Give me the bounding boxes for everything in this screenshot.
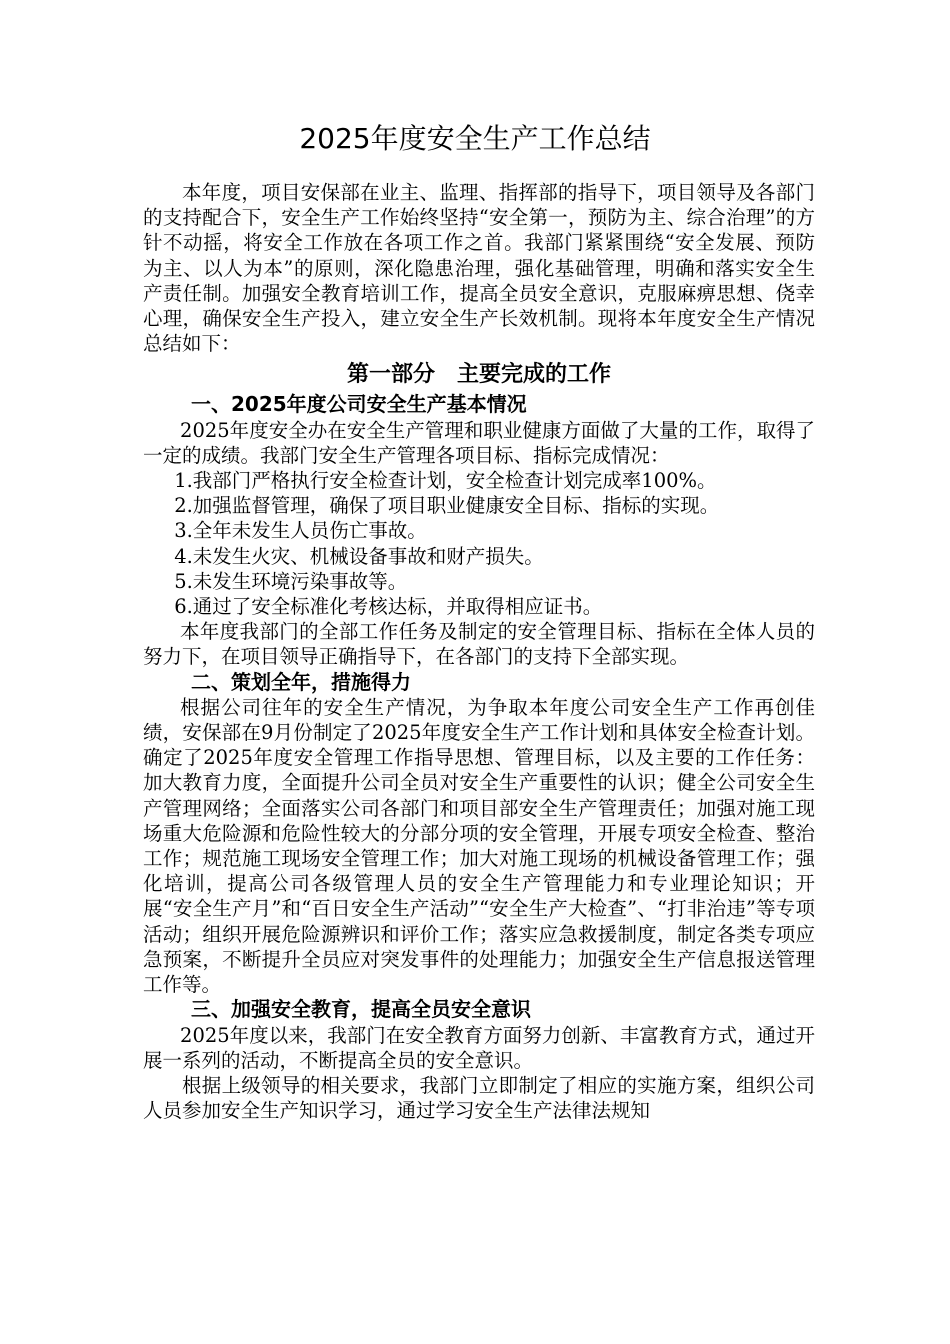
section-one-heading: 一、2025年度公司安全生产基本情况 xyxy=(191,392,527,417)
list-item: 2.加强监督管理，确保了项目职业健康安全目标、指标的实现。 xyxy=(174,494,720,518)
list-item: 3.全年未发生人员伤亡事故。 xyxy=(174,519,427,543)
section-one-closing: 本年度我部门的全部工作任务及制定的安全管理目标、指标在全体人员的努力下，在项目领导正确指导下，在各部门的支持下全部实现。 xyxy=(143,620,815,669)
document-body xyxy=(143,180,815,1123)
list-item: 1.我部门严格执行安全检查计划，安全检查计划完成率100%。 xyxy=(174,469,717,493)
section-three-heading: 三、加强安全教育，提高全员安全意识 xyxy=(191,997,531,1022)
section-one-paragraph: 2025年度安全办在安全生产管理和职业健康方面做了大量的工作，取得了一定的成绩。我部门安全生产管理各项目标、指标完成情况： xyxy=(143,418,815,467)
list-item: 5.未发生环境污染事故等。 xyxy=(174,569,408,593)
section-two-heading: 二、策划全年，措施得力 xyxy=(191,669,411,694)
section-three-paragraph-1: 2025年度以来，我部门在安全教育方面努力创新、丰富教育方式，通过开展一系列的活动，不断提高全员的安全意识。 xyxy=(143,1023,815,1072)
section-two-paragraph: 根据公司往年的安全生产情况，为争取本年度公司安全生产工作再创佳绩，安保部在9月份制定了2025年度安全生产工作计划和具体安全检查计划。确定了2025年度安全管理工作指导思想、管理目标，以及主要的工作任务：加大教育力度，全面提升公司全员对安全生产重要性的认识；健全公司安全生产管理网络；全面落实公司各部门和项目部安全生产管理责任；加强对施工现场重大危险源和危险性较大的分部分项的安全管理，开展专项安全检查、整治工作；规范施工现场安全管理工作；加大对施工现场的机械设备管理工作；强化培训，提高公司各级管理人员的安全生产管理能力和专业理论知识；开展“安全生产月”和“百日安全生产活动”“安全生产大检查”、“打非治违”等专项活动；组织开展危险源辨识和评价工作；落实应急救援制度，制定各类专项应急预案，不断提升全员应对突发事件的处理能力；加强安全生产信息报送管理工作等。 xyxy=(143,695,815,997)
section-three-paragraph-2: 根据上级领导的相关要求，我部门立即制定了相应的实施方案，组织公司人员参加安全生产知识学习，通过学习安全生产法律法规知 xyxy=(143,1073,815,1123)
part-one-heading: 第一部分 主要完成的工作 xyxy=(346,362,611,388)
document-title: 2025年度安全生产工作总结 xyxy=(299,122,651,155)
list-item: 6.通过了安全标准化考核达标，并取得相应证书。 xyxy=(174,595,603,619)
list-item: 4.未发生火灾、机械设备事故和财产损失。 xyxy=(174,544,544,568)
intro-paragraph: 本年度，项目安保部在业主、监理、指挥部的指导下，项目领导及各部门的支持配合下，安全生产工作始终坚持“安全第一，预防为主、综合治理”的方针不动摇，将安全工作放在各项工作之首。我部门紧紧围绕“安全发展、预防为主、以人为本”的原则，深化隐患治理，强化基础管理，明确和落实安全生产责任制。加强安全教育培训工作，提高全员安全意识，克服麻痹思想、侥幸心理，确保安全生产投入，建立安全生产长效机制。现将本年度安全生产情况总结如下： xyxy=(143,181,815,356)
